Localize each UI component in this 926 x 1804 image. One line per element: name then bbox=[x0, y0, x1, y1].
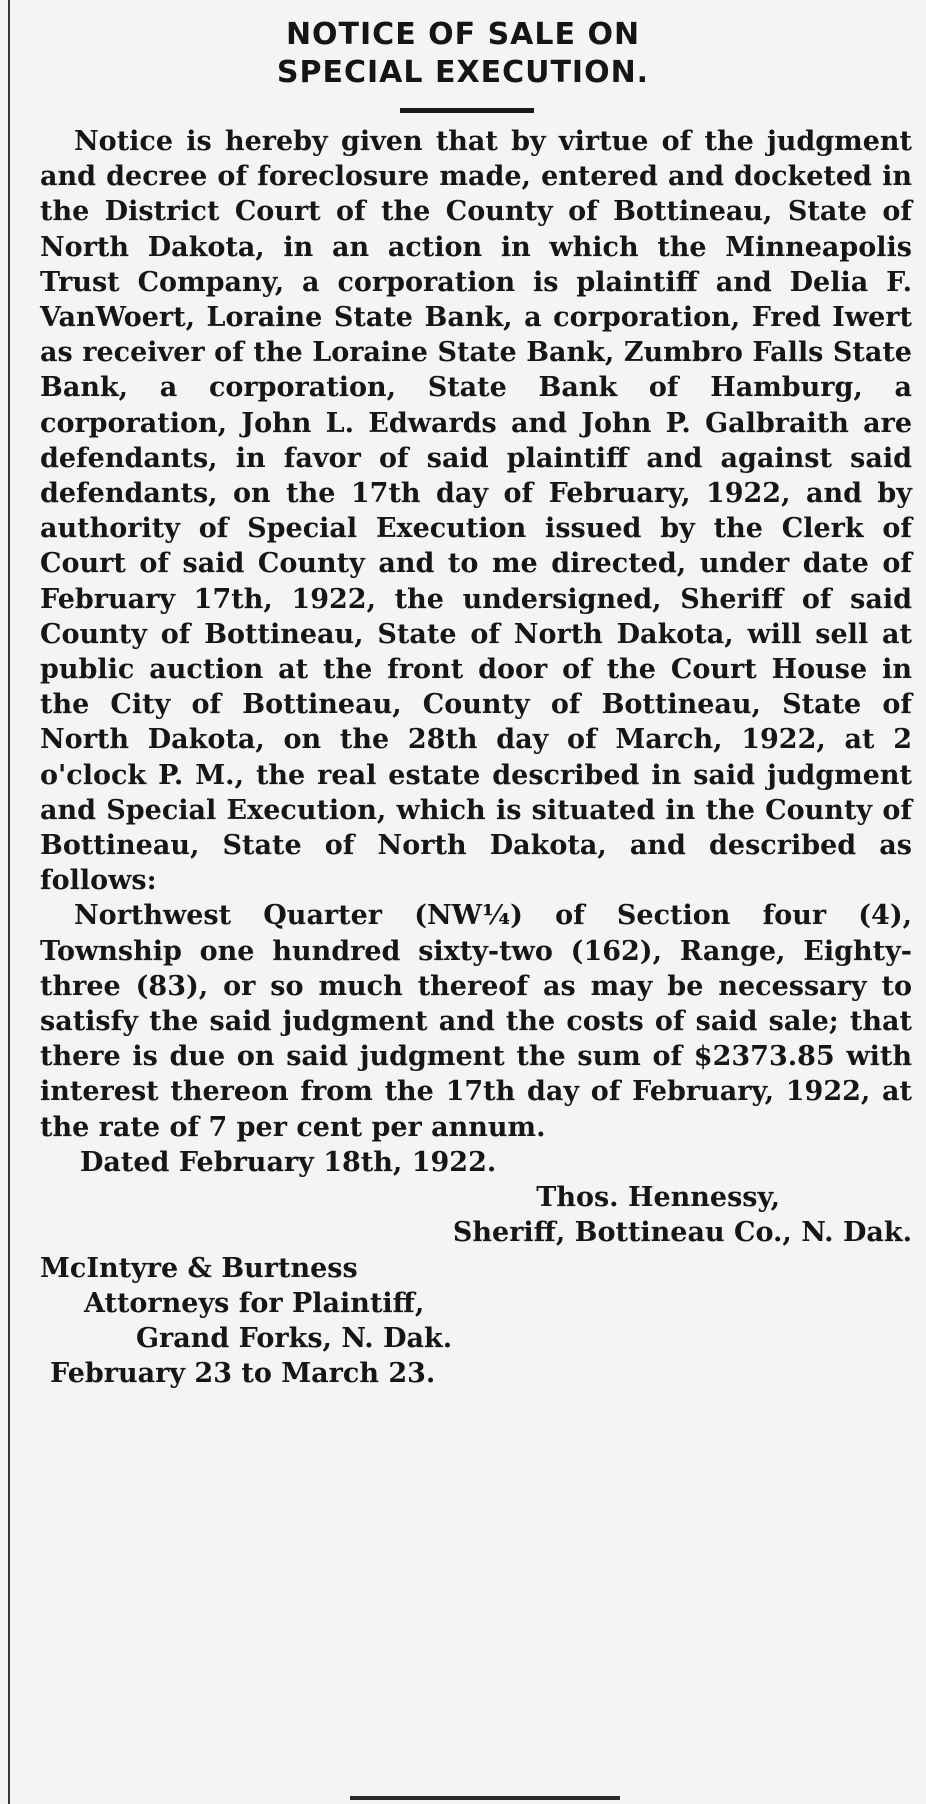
headline-line-2: SPECIAL EXECUTION. bbox=[276, 55, 650, 90]
signature-name: Thos. Hennessy, bbox=[536, 1182, 780, 1214]
headline-line-1: NOTICE OF SALE ON bbox=[285, 17, 641, 52]
attorneys-name: McIntyre & Burtness bbox=[40, 1252, 358, 1284]
notice-body bbox=[40, 124, 912, 1391]
property-description: Northwest Quarter (NW¼) of Section four (4), Township one hundred sixty-two (162), Range, Eighty-three (83), or so much thereof as may be necessary to satisfy the said judgment and the costs of said sale; that there is due on said judgment the sum of $2373.85 with interest thereon from the 17th day of February, 1922, at the rate of 7 per cent per annum. bbox=[40, 900, 912, 1143]
bottom-divider bbox=[350, 1796, 620, 1800]
signature-title: Sheriff, Bottineau Co., N. Dak. bbox=[452, 1217, 912, 1249]
notice-paragraph-1: Notice is hereby given that by virtue of the judgment and decree of foreclosure made, entered and docketed in the District Court of the County of Bottineau, State of North Dakota, in an action in which the Minneapolis Trust Company, a corporation is plaintiff and Delia F. VanWoert, Loraine State Bank, a corporation, Fred Iwert as receiver of the Loraine State Bank, Zumbro Falls State Bank, a corporation, State Bank of Hamburg, a corporation, John L. Edwards and John P. Galbraith are defendants, in favor of said plaintiff and against said defendants, on the 17th day of February, 1922, and by authority of Special Execution issued by the Clerk of Court of said County and to me directed, under date of February 17th, 1922, the undersigned, Sheriff of said County of Bottineau, State of North Dakota, will sell at public auction at the front door of the Court House in the City of Bottineau, County of Bottineau, State of North Dakota, on the 28th day of March, 1922, at 2 o'clock P. M., the real estate described in said judgment and Special Execution, which is situated in the County of Bottineau, State of North Dakota, and described as follows: bbox=[40, 126, 912, 897]
column-rule bbox=[8, 0, 10, 1804]
title-divider bbox=[400, 108, 534, 113]
attorneys-city: Grand Forks, N. Dak. bbox=[136, 1322, 453, 1354]
attorneys-role: Attorneys for Plaintiff, bbox=[84, 1287, 425, 1319]
dated-line: Dated February 18th, 1922. bbox=[80, 1146, 497, 1178]
publication-dates: February 23 to March 23. bbox=[50, 1358, 436, 1390]
